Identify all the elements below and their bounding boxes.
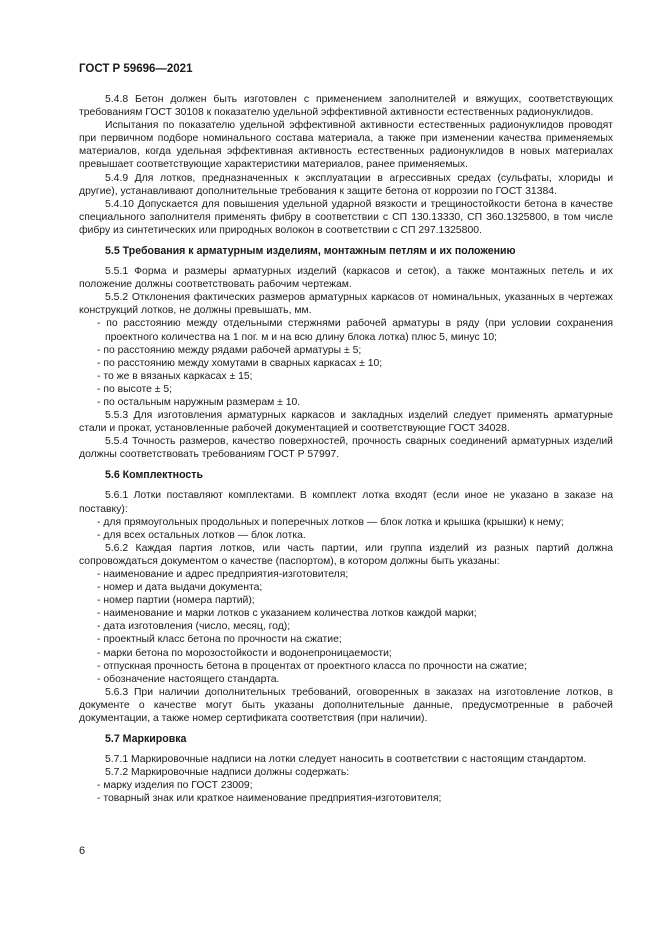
paragraph: Испытания по показателю удельной эффективной активности естественных радионуклидов проводят при первичном подборе номинального состава материала, а также при изменении качества применяемых материалов, когда удельная эффективная активность естественных радионуклидов в новых материалах превышает соответствующие характеристики материалов, ранее применяемых. <box>79 120 613 171</box>
list-item: - по расстоянию между хомутами в сварных каркасах ± 10; <box>97 357 383 369</box>
section-heading: 5.5 Требования к арматурным изделиям, монтажным петлям и их положению <box>105 245 516 258</box>
list-item: - то же в вязаных каркасах ± 15; <box>97 370 253 382</box>
document-body <box>79 93 613 806</box>
page-number: 6 <box>79 845 86 857</box>
paragraph: 5.5.2 Отклонения фактических размеров арматурных каркасов от номинальных, указанных в чертежах конструкций лотков, не должны превышать, мм. <box>79 292 613 317</box>
list-item: - дата изготовления (число, месяц, год); <box>97 621 291 633</box>
list-item: - для прямоугольных продольных и поперечных лотков — блок лотка и крышка (крышки) к нему; <box>97 516 564 528</box>
paragraph: 5.4.8 Бетон должен быть изготовлен с применением заполнителей и вяжущих, соответствующих требованиям ГОСТ 30108 к показателю удельной эффективной активности естественных радионуклидов. <box>79 94 613 119</box>
paragraph: 5.7.2 Маркировочные надписи должны содержать: <box>105 767 350 779</box>
list-item: - по расстоянию между рядами рабочей арматуры ± 5; <box>97 344 362 356</box>
list-item: - номер партии (номера партий); <box>97 595 255 607</box>
paragraph: 5.4.9 Для лотков, предназначенных к эксплуатации в агрессивных средах (сульфаты, хлориды и другие), устанавливают дополнительные требования к защите бетона от коррозии по ГОСТ 31384. <box>79 172 613 197</box>
paragraph: 5.7.1 Маркировочные надписи на лотки следует наносить в соответствии с настоящим стандартом. <box>105 754 587 766</box>
list-item: - по высоте ± 5; <box>97 383 173 395</box>
list-item: - по расстоянию между отдельными стержнями рабочей арматуры в ряду (при условии сохранения проектного количества на 1 пог. м и на всю длину блока лотка) плюс 5, минус 10; <box>97 318 613 343</box>
list-item: - номер и дата выдачи документа; <box>97 582 263 594</box>
document-header: ГОСТ Р 59696—2021 <box>79 63 193 75</box>
list-item: - отпускная прочность бетона в процентах от проектного класса по прочности на сжатие; <box>97 660 527 672</box>
list-item: - марку изделия по ГОСТ 23009; <box>97 780 253 792</box>
paragraph: 5.6.1 Лотки поставляют комплектами. В комплект лотка входят (если иное не указано в заказе на поставку): <box>79 490 613 515</box>
list-item: - наименование и марки лотков с указанием количества лотков каждой марки; <box>97 608 477 620</box>
paragraph: 5.5.4 Точность размеров, качество поверхностей, прочность сварных соединений арматурных изделий должны соответствовать требованиям ГОСТ Р 57997. <box>79 436 613 461</box>
paragraph: 5.5.1 Форма и размеры арматурных изделий (каркасов и сеток), а также монтажных петель и их положение должны соответствовать рабочим чертежам. <box>79 266 613 291</box>
paragraph: 5.6.3 При наличии дополнительных требований, оговоренных в заказах на изготовление лотков, в документе о качестве могут быть указаны дополнительные данные, предусмотренные в рабочей документации, а также номер сертификата соответствия (при наличии). <box>79 686 613 725</box>
paragraph: 5.6.2 Каждая партия лотков, или часть партии, или группа изделий из разных партий должна сопровождаться документом о качестве (паспортом), в котором должны быть указаны: <box>79 542 613 567</box>
list-item: - проектный класс бетона по прочности на сжатие; <box>97 634 342 646</box>
list-item: - наименование и адрес предприятия-изготовителя; <box>97 569 349 580</box>
list-item: - для всех остальных лотков — блок лотка. <box>97 529 306 541</box>
list-item: - товарный знак или краткое наименование предприятия-изготовителя; <box>97 793 442 805</box>
paragraph: 5.4.10 Допускается для повышения удельной ударной вязкости и трещиностойкости бетона в качестве специального заполнителя применять фибру в соответствии с СП 130.13330, СП 360.1325800, в том числе фибру из синтетических или природных волокон в соответствии с СП 297.1325800. <box>79 198 613 236</box>
section-heading: 5.7 Маркировка <box>105 733 187 746</box>
paragraph: 5.5.3 Для изготовления арматурных каркасов и закладных изделий следует применять арматурные стали и прокат, установленные рабочей документацией и соответствующие ГОСТ 34028. <box>79 410 613 435</box>
section-heading: 5.6 Комплектность <box>105 469 203 482</box>
list-item: - обозначение настоящего стандарта. <box>97 673 280 685</box>
list-item: - марки бетона по морозостойкости и водонепроницаемости; <box>97 647 392 659</box>
list-item: - по остальным наружным размерам ± 10. <box>97 396 301 408</box>
